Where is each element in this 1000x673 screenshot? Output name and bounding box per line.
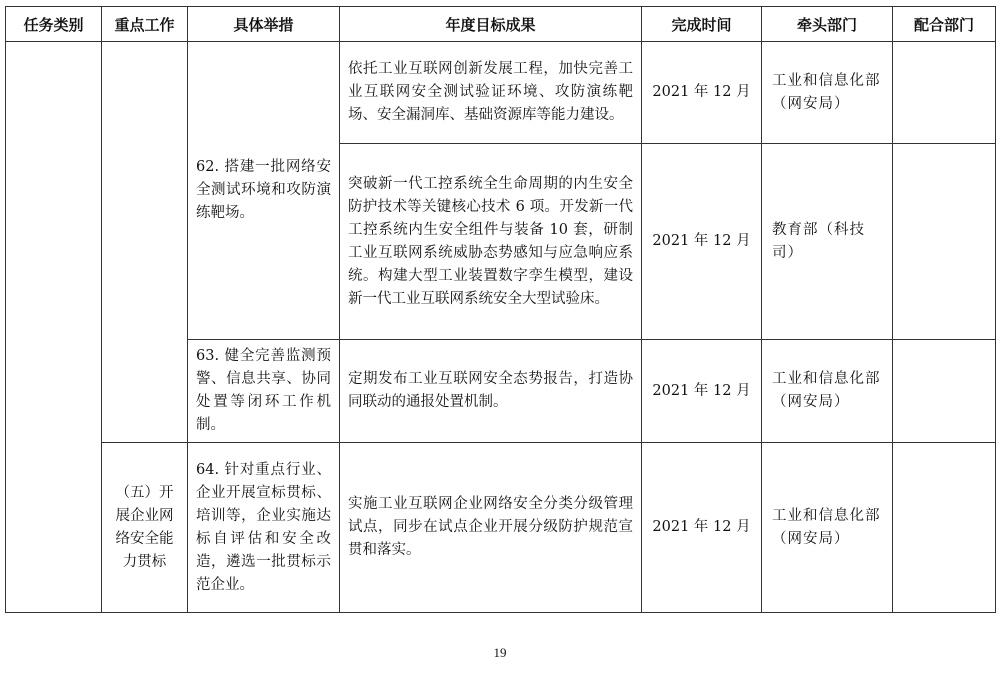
key-work-cell <box>102 42 188 443</box>
header-lead-dept: 牵头部门 <box>762 7 893 42</box>
goal-cell: 突破新一代工控系统全生命周期的内生安全防护技术等关键核心技术 6 项。开发新一代工控系统内生安全组件与装备 10 套，研制工业互联网系统威胁态势感知与应急响应系统。构建大型工业装置数字孪生模型，建设新一代工业互联网系统安全大型试验床。 <box>340 144 642 340</box>
header-row <box>6 7 996 42</box>
category-cell <box>6 42 102 613</box>
header-goal: 年度目标成果 <box>340 7 642 42</box>
measure-cell: 64. 针对重点行业、企业开展宣标贯标、培训等，企业实施达标自评估和安全改造，遴选一批贯标示范企业。 <box>188 443 340 613</box>
header-measure: 具体举措 <box>188 7 340 42</box>
lead-dept-cell: 工业和信息化部（网安局） <box>762 443 893 613</box>
goal-cell: 定期发布工业互联网安全态势报告，打造协同联动的通报处置机制。 <box>340 340 642 443</box>
support-dept-cell <box>893 340 996 443</box>
work-plan-table <box>5 6 996 613</box>
measure-cell: 62. 搭建一批网络安全测试环境和攻防演练靶场。 <box>188 42 340 340</box>
lead-dept-cell: 工业和信息化部（网安局） <box>762 42 893 144</box>
page-number: 19 <box>493 645 507 660</box>
time-cell: 2021 年 12 月 <box>642 144 762 340</box>
table-row <box>6 42 996 144</box>
header-time: 完成时间 <box>642 7 762 42</box>
support-dept-cell <box>893 144 996 340</box>
header-category: 任务类别 <box>6 7 102 42</box>
goal-cell: 依托工业互联网创新发展工程，加快完善工业互联网安全测试验证环境、攻防演练靶场、安全漏洞库、基础资源库等能力建设。 <box>340 42 642 144</box>
header-support-dept: 配合部门 <box>893 7 996 42</box>
lead-dept-cell: 教育部（科技司） <box>762 144 893 340</box>
measure-cell: 63. 健全完善监测预警、信息共享、协同处置等闭环工作机制。 <box>188 340 340 443</box>
goal-cell: 实施工业互联网企业网络安全分类分级管理试点，同步在试点企业开展分级防护规范宣贯和落实。 <box>340 443 642 613</box>
time-cell: 2021 年 12 月 <box>642 340 762 443</box>
lead-dept-cell: 工业和信息化部（网安局） <box>762 340 893 443</box>
key-work-cell: （五）开展企业网络安全能力贯标 <box>102 443 188 613</box>
support-dept-cell <box>893 443 996 613</box>
time-cell: 2021 年 12 月 <box>642 42 762 144</box>
table-row <box>6 443 996 613</box>
header-key-work: 重点工作 <box>102 7 188 42</box>
support-dept-cell <box>893 42 996 144</box>
time-cell: 2021 年 12 月 <box>642 443 762 613</box>
